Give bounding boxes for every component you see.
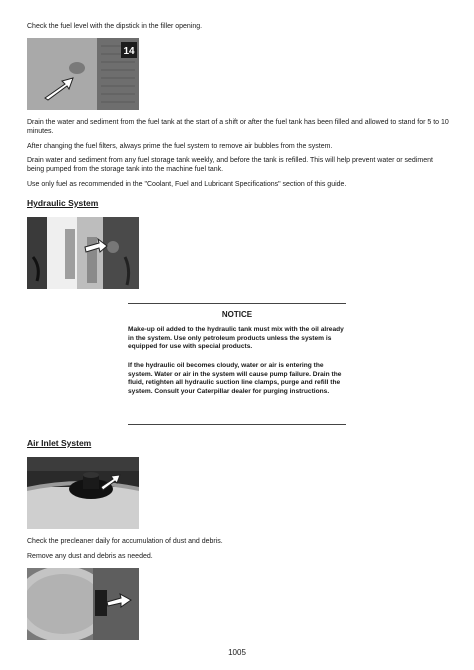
notice-top-rule: [128, 303, 346, 304]
notice-bottom-rule: [128, 424, 346, 425]
notice-title: NOTICE: [221, 310, 253, 319]
precleaner-instruction: Check the precleaner daily for accumulation of dust and debris.: [27, 538, 223, 545]
fuel-spec-instruction: Use only fuel as recommended in the "Coolant, Fuel and Lubricant Specifications" section of this guide.: [27, 181, 347, 188]
air-cleaner-photo: [27, 568, 139, 640]
hydraulic-heading: Hydraulic System: [27, 198, 99, 208]
photo-number-label: 14: [123, 46, 135, 57]
prime-fuel-instruction: After changing the fuel filters, always prime the fuel system to remove air bubbles from the system.: [27, 143, 333, 150]
air-inlet-heading: Air Inlet System: [27, 438, 92, 448]
fuel-level-instruction: Check the fuel level with the dipstick in the filler opening.: [27, 23, 203, 30]
air-inlet-photo: [27, 457, 139, 529]
storage-tank-instruction: Drain water and sediment from any fuel storage tank weekly, and before the tank is refilled. This will help prevent water or sediment being pumped from the storage tank into the machine fuel tank.: [27, 157, 433, 173]
remove-dust-instruction: Remove any dust and debris as needed.: [27, 553, 153, 560]
drain-water-instruction: Drain the water and sediment from the fuel tank at the start of a shift or after the fuel tank has been filled and allowed to stand for 5 to 10 minutes.: [27, 119, 449, 135]
notice-paragraph-1: Make-up oil added to the hydraulic tank must mix with the oil already in the system. Use only petroleum products unless the system is equipped for use with special products.: [128, 326, 344, 351]
page-number: 1005: [228, 648, 246, 657]
hydraulic-photo: [27, 217, 139, 289]
fuel-tank-photo: [27, 38, 139, 110]
notice-paragraph-2: If the hydraulic oil becomes cloudy, water or air is entering the system. Water or air in the system will cause pump failure. Drain the fluid, retighten all hydraulic suction line clamps, purge and refill the system. Consult your Caterpillar dealer for purging instructions.: [128, 362, 342, 395]
